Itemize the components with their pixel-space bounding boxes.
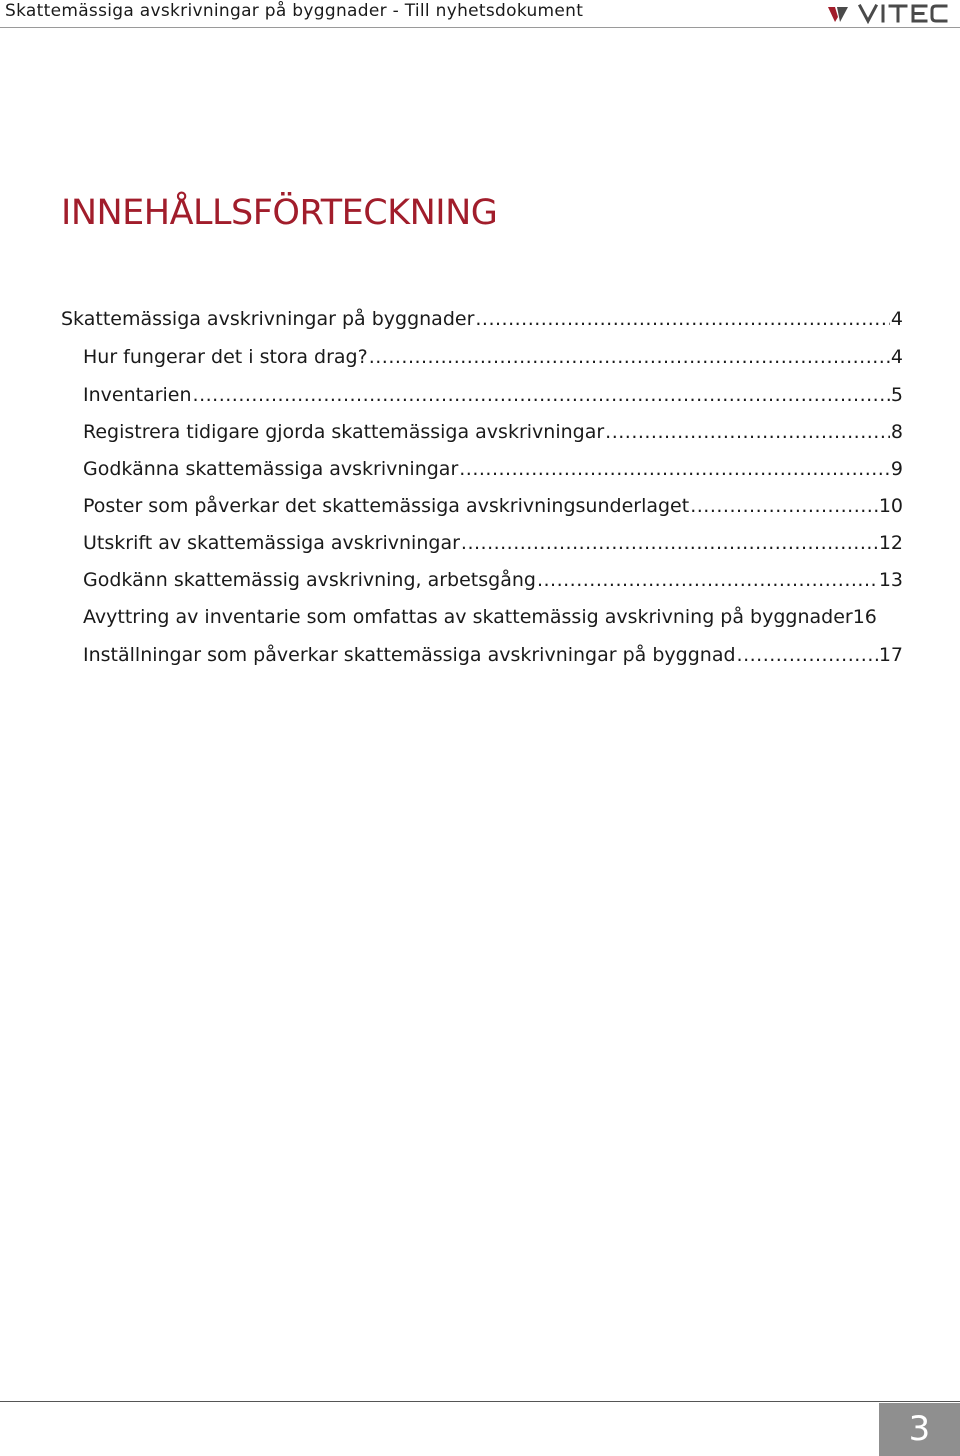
toc-leader-dots xyxy=(737,644,878,666)
toc-entry[interactable] xyxy=(83,532,903,554)
toc-leader-dots xyxy=(475,308,890,330)
toc-leader-dots xyxy=(461,532,878,554)
toc-leader-dots xyxy=(369,346,890,368)
vitec-logo xyxy=(826,2,948,24)
header-divider xyxy=(0,27,960,28)
vitec-mark-icon xyxy=(828,7,848,22)
toc-entry-page[interactable]: 4 xyxy=(890,346,903,368)
toc-entry-page[interactable]: 16 xyxy=(852,606,877,628)
toc-entry[interactable] xyxy=(83,644,903,666)
toc-leader-dots xyxy=(537,569,878,591)
toc-entry[interactable] xyxy=(83,458,903,480)
toc-entry-label[interactable]: Godkänna skattemässiga avskrivningar xyxy=(83,458,459,480)
toc-entry-page[interactable]: 10 xyxy=(878,495,903,517)
toc-entry[interactable] xyxy=(83,421,903,443)
toc-entry-label[interactable]: Hur fungerar det i stora drag? xyxy=(83,346,368,368)
toc-entry-page[interactable]: 8 xyxy=(890,421,903,443)
toc-heading: INNEHÅLLSFÖRTECKNING xyxy=(61,193,498,233)
toc-entry-page[interactable]: 12 xyxy=(878,532,903,554)
toc-leader-dots xyxy=(690,495,878,517)
toc-entry-label[interactable]: Inventarien xyxy=(83,384,192,406)
footer-divider xyxy=(0,1401,960,1402)
toc-entry[interactable] xyxy=(83,569,903,591)
toc-leader-dots xyxy=(605,421,890,443)
toc-entry-label[interactable]: Poster som påverkar det skattemässiga avskrivningsunderlaget xyxy=(83,495,690,517)
vitec-wordmark xyxy=(860,6,946,21)
toc-entry[interactable] xyxy=(83,346,903,368)
toc-entry-label[interactable]: Registrera tidigare gjorda skattemässiga avskrivningar xyxy=(83,421,605,443)
header-title: Skattemässiga avskrivningar på byggnader - Till nyhetsdokument xyxy=(5,1,584,21)
toc-entry[interactable] xyxy=(83,384,903,406)
toc-entry-page[interactable]: 13 xyxy=(878,569,903,591)
toc-entry-page[interactable]: 5 xyxy=(890,384,903,406)
page-header xyxy=(0,0,960,27)
toc-leader-dots xyxy=(459,458,890,480)
toc-entry-label[interactable]: Godkänn skattemässig avskrivning, arbetsgång xyxy=(83,569,536,591)
toc-entry-label[interactable]: Skattemässiga avskrivningar på byggnader xyxy=(61,308,475,330)
toc-entry-page[interactable]: 17 xyxy=(878,644,903,666)
toc-leader-dots xyxy=(193,384,890,406)
toc-entry-label[interactable]: Inställningar som påverkar skattemässiga avskrivningar på byggnad xyxy=(83,644,736,666)
toc-entry-label[interactable]: Avyttring av inventarie som omfattas av skattemässig avskrivning på byggnader xyxy=(83,606,853,628)
page-number-badge xyxy=(879,1403,960,1456)
toc-entry[interactable] xyxy=(83,495,903,517)
page-number: 3 xyxy=(908,1409,931,1449)
toc-entry[interactable] xyxy=(61,308,903,330)
toc-entry-page[interactable]: 9 xyxy=(890,458,903,480)
toc-entry-label[interactable]: Utskrift av skattemässiga avskrivningar xyxy=(83,532,460,554)
toc-entry-page[interactable]: 4 xyxy=(890,308,903,330)
toc-entry[interactable] xyxy=(83,606,903,628)
